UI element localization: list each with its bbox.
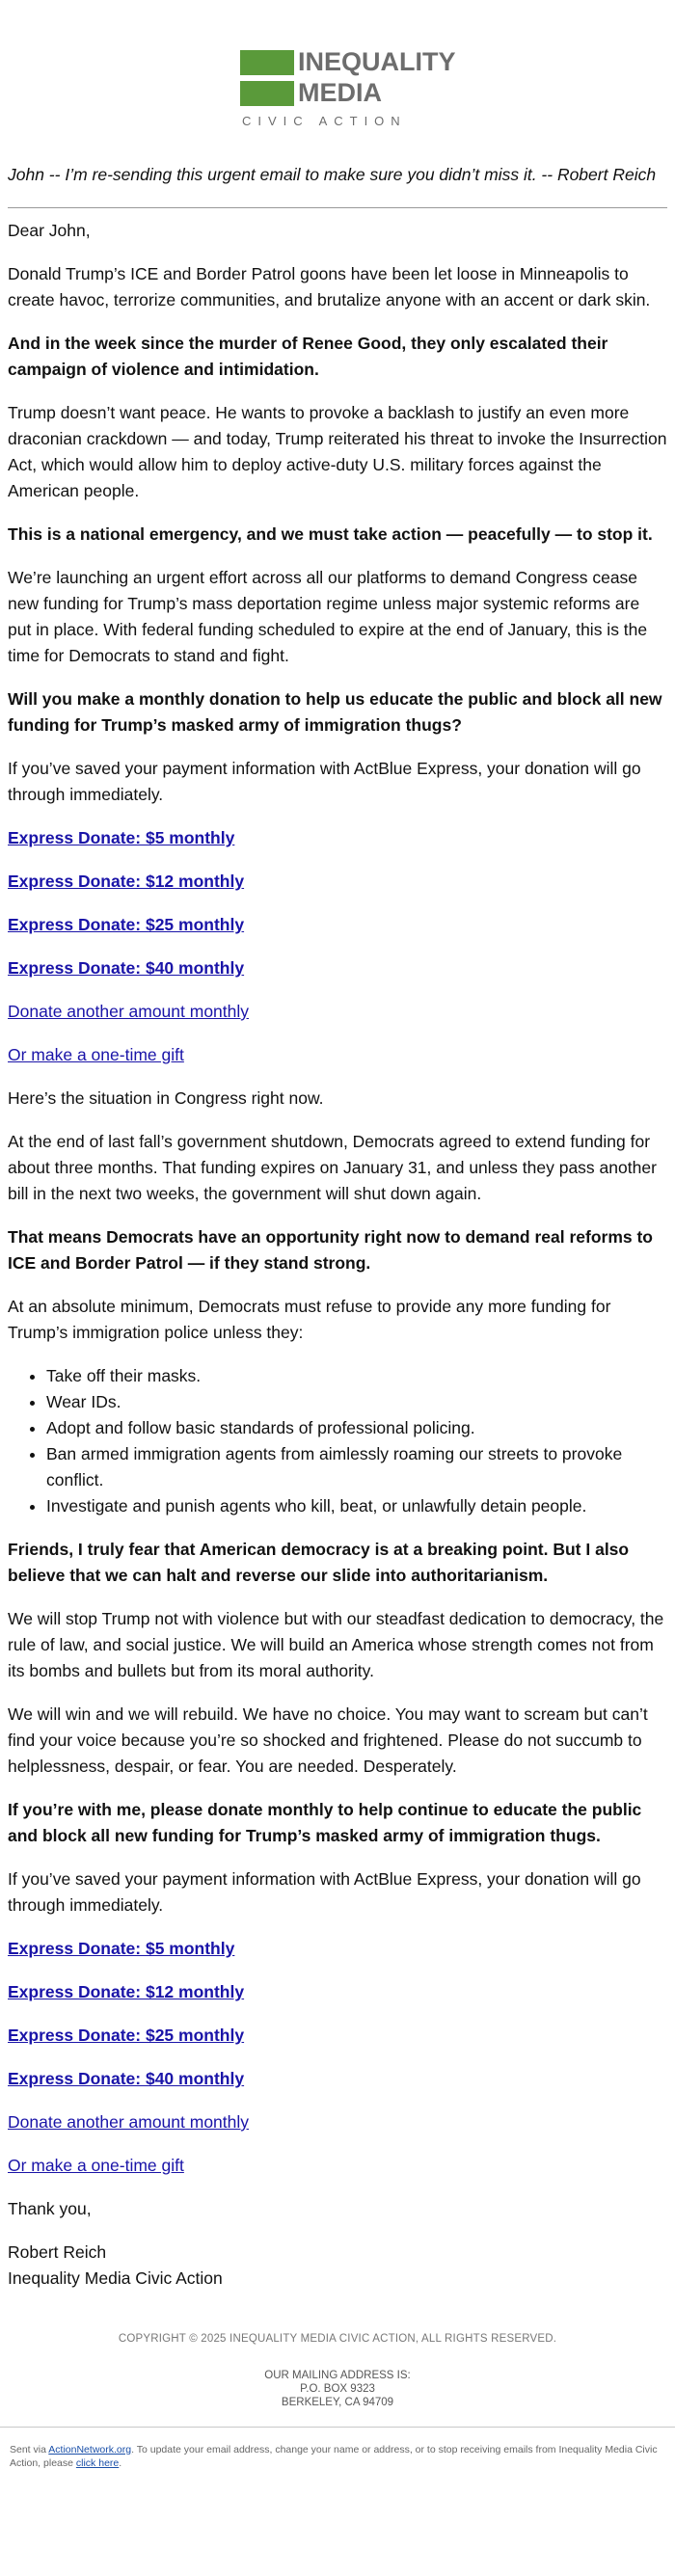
logo-bar-top — [240, 50, 294, 75]
paragraph-11: At an absolute minimum, Democrats must refuse to provide any more funding for Trump’s immigration police unless they: — [8, 1297, 611, 1342]
paragraph-2: And in the week since the murder of Renee Good, they only escalated their campaign of violence and intimidation. — [8, 334, 608, 379]
unsubscribe-note — [0, 2435, 675, 2470]
signature-name: Robert Reich — [8, 2242, 107, 2262]
click-here-link[interactable]: click here — [75, 2457, 120, 2469]
paragraph-14: We will win and we will rebuild. We have no choice. You may want to scream but can’t find your voice because you’re so shocked and frightened. Please do not succumb to helplessness, despair, or fear. You are needed. Desperately. — [8, 1704, 648, 1776]
footer-divider — [0, 2427, 675, 2428]
paragraph-5: We’re launching an urgent effort across all our platforms to demand Congress cease new funding for Trump’s mass deportation regime unless major systemic reforms are put in place. With federal funding scheduled to expire at the end of January, this is the time for Democrats to stand and fight. — [8, 568, 648, 665]
logo-word-civic-action: CIVIC ACTION — [242, 114, 407, 128]
closing: Thank you, — [8, 2199, 92, 2218]
express-donate-40-link[interactable]: Express Donate: $40 monthly — [8, 958, 245, 978]
express-donate-25-link[interactable]: Express Donate: $25 monthly — [8, 2026, 245, 2045]
po-box: P.O. BOX 9323 — [300, 2383, 375, 2395]
list-item: • Wear IDs. — [46, 1389, 667, 1415]
end-punct: . — [119, 2457, 122, 2469]
express-donate-40-link[interactable]: Express Donate: $40 monthly — [8, 2069, 245, 2088]
demands-list — [8, 1363, 667, 1519]
one-time-gift-link[interactable]: Or make a one-time gift — [8, 2156, 184, 2175]
donate-block-1-item — [8, 825, 667, 851]
donate-block-2-item — [8, 2023, 667, 2049]
express-donate-12-link[interactable]: Express Donate: $12 monthly — [8, 1982, 245, 2001]
paragraph-13: We will stop Trump not with violence but with our steadfast dedication to democracy, the rule of law, and social justice. We will build an America whose strength comes not from its bombs and bullets but from its moral authority. — [8, 1609, 664, 1680]
list-item: • Take off their masks. — [46, 1363, 667, 1389]
paragraph-16: If you’ve saved your payment information with ActBlue Express, your donation will go through immediately. — [8, 1869, 641, 1915]
header — [0, 0, 675, 154]
donate-block-2-item — [8, 2153, 667, 2179]
donate-block-1-item — [8, 912, 667, 938]
express-donate-12-link[interactable]: Express Donate: $12 monthly — [8, 872, 245, 891]
express-donate-5-link[interactable]: Express Donate: $5 monthly — [8, 828, 235, 847]
donate-block-2-item — [8, 2109, 667, 2135]
paragraph-6: Will you make a monthly donation to help us educate the public and block all new funding for Trump’s masked army of immigration thugs? — [8, 689, 662, 735]
donate-block-1-item — [8, 999, 667, 1025]
donate-block-2-item — [8, 1936, 667, 1962]
intro-note: John -- I’m re-sending this urgent email to make sure you didn’t miss it. -- Robert Reich — [8, 165, 657, 184]
paragraph-10: That means Democrats have an opportunity right now to demand real reforms to ICE and Border Patrol — if they stand strong. — [8, 1227, 653, 1273]
mailing-label: OUR MAILING ADDRESS IS: — [264, 2370, 411, 2381]
paragraph-12: Friends, I truly fear that American democracy is at a breaking point. But I also believe that we can halt and reverse our slide into authoritarianism. — [8, 1540, 630, 1585]
paragraph-1: Donald Trump’s ICE and Border Patrol goons have been let loose in Minneapolis to create havoc, terrorize communities, and brutalize anyone with an accent or dark skin. — [8, 264, 651, 309]
unsubscribe-text: . To update your email address, change your name or address, or to stop receiving emails from Inequality Media Civic Action, please — [10, 2444, 658, 2469]
paragraph-4: This is a national emergency, and we must take action — peacefully — to stop it. — [8, 524, 653, 544]
express-donate-5-link[interactable]: Express Donate: $5 monthly — [8, 1939, 235, 1958]
list-item: • Investigate and punish agents who kill, beat, or unlawfully detain people. — [46, 1493, 667, 1519]
donate-block-2-item — [8, 2066, 667, 2092]
signature-org: Inequality Media Civic Action — [8, 2268, 223, 2288]
logo-bar-bottom — [240, 81, 294, 106]
footer — [0, 2332, 675, 2409]
logo-word-inequality: INEQUALITY — [298, 47, 456, 76]
signature — [8, 2240, 667, 2292]
donate-block-2-item — [8, 1979, 667, 2005]
donate-other-amount-link[interactable]: Donate another amount monthly — [8, 2112, 250, 2132]
greeting: Dear John, — [8, 221, 91, 240]
list-item: • Adopt and follow basic standards of professional policing. — [46, 1415, 667, 1441]
donate-block-1-item — [8, 1042, 667, 1068]
logo-word-media: MEDIA — [298, 78, 382, 107]
copyright: COPYRIGHT © 2025 INEQUALITY MEDIA CIVIC ACTION, ALL RIGHTS RESERVED. — [118, 2333, 557, 2345]
city: BERKELEY, CA 94709 — [281, 2397, 394, 2408]
inequality-media-logo — [240, 47, 456, 137]
email-body — [0, 208, 675, 2292]
donate-block-1-item — [8, 869, 667, 895]
list-item: • Ban armed immigration agents from aimlessly roaming our streets to provoke conflict. — [46, 1441, 667, 1493]
paragraph-15: If you’re with me, please donate monthly to help continue to educate the public and block all new funding for Trump’s masked army of immigration thugs. — [8, 1800, 642, 1845]
donate-block-1-item — [8, 955, 667, 981]
express-donate-25-link[interactable]: Express Donate: $25 monthly — [8, 915, 245, 934]
one-time-gift-link[interactable]: Or make a one-time gift — [8, 1045, 184, 1064]
donate-other-amount-link[interactable]: Donate another amount monthly — [8, 1002, 250, 1021]
paragraph-7: If you’ve saved your payment information with ActBlue Express, your donation will go through immediately. — [8, 759, 641, 804]
paragraph-8: Here’s the situation in Congress right now. — [8, 1088, 324, 1108]
sent-via-text: Sent via — [10, 2444, 46, 2455]
mailing-address — [0, 2369, 675, 2409]
action-network-link[interactable]: ActionNetwork.org — [48, 2444, 132, 2455]
paragraph-9: At the end of last fall’s government shutdown, Democrats agreed to extend funding for about three months. That funding expires on January 31, and unless they pass another bill in the next two weeks, the government will shut down again. — [8, 1132, 657, 1203]
paragraph-3: Trump doesn’t want peace. He wants to provoke a backlash to justify an even more draconian crackdown — and today, Trump reiterated his threat to invoke the Insurrection Act, which would allow him to deploy active-duty U.S. military forces against the American people. — [8, 403, 667, 500]
